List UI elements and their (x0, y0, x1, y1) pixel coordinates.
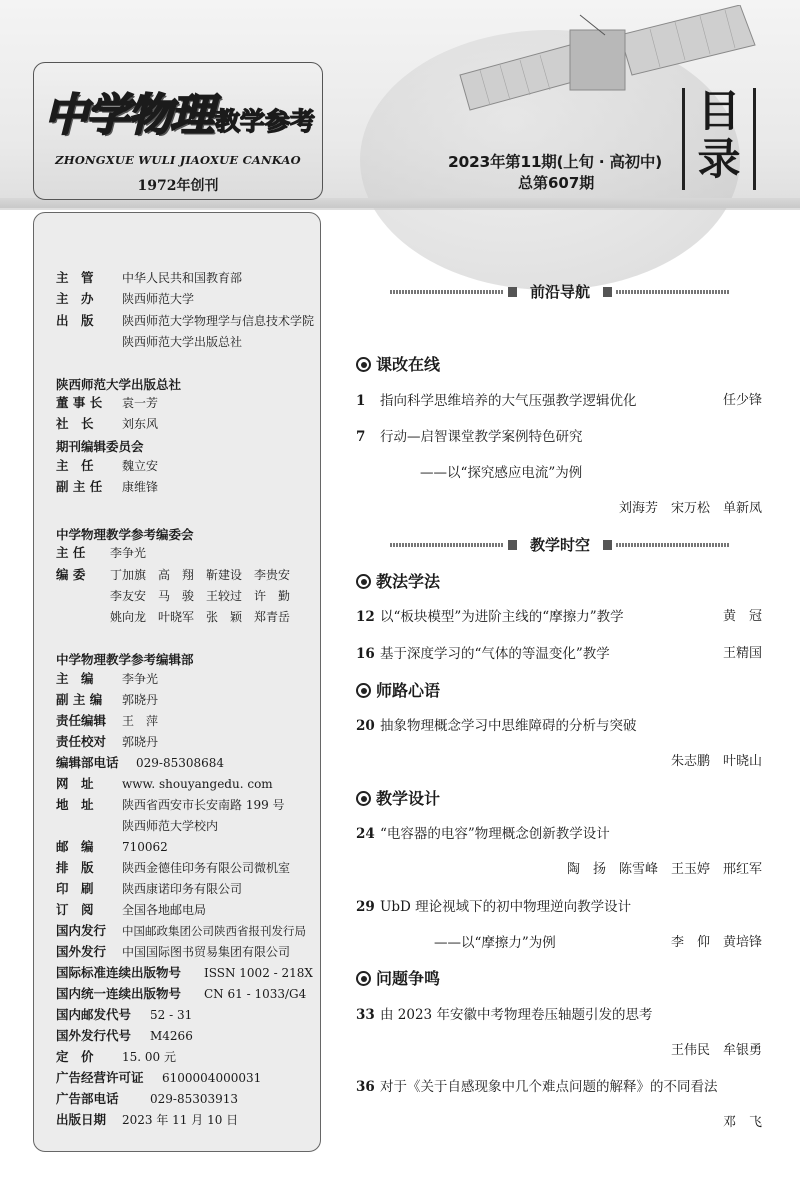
founded-year: 1972年创刊 (137, 178, 219, 194)
colophon-row: 社 长 刘东风 (56, 416, 159, 431)
colophon-row: 国内发行 中国邮政集团公司陕西省报刊发行局 (56, 923, 306, 938)
page-number: 16 (356, 646, 375, 662)
colophon-row: 责任校对 郭晓丹 (56, 734, 159, 749)
page-number: 33 (356, 1007, 375, 1023)
article-authors: 黄 冠 (722, 609, 762, 624)
page-number: 36 (356, 1079, 375, 1095)
contents-title (682, 88, 756, 190)
logo-pinyin: ZHONGXUE WULI JIAOXUE CANKAO (55, 153, 301, 167)
toc-entry[interactable] (356, 1077, 762, 1097)
colophon-row: 主 任 魏立安 (56, 458, 159, 473)
colophon-row: 副 主 编 郭晓丹 (56, 692, 159, 707)
colophon-row: 国外发行代号 M4266 (56, 1028, 193, 1043)
page-number: 29 (356, 899, 375, 915)
article-authors: 李 仰 黄培锋 (670, 935, 762, 950)
press-heading: 陕西师范大学出版总社 (56, 377, 182, 392)
article-title: “电容器的电容”物理概念创新教学设计 (380, 826, 610, 842)
colophon-row: 主 管 中华人民共和国教育部 (56, 270, 243, 285)
article-authors: 朱志鹏 叶晓山 (670, 754, 762, 769)
colophon-row: 主 编 李争光 (56, 671, 159, 686)
logo-subtitle: 教学参考 (215, 107, 316, 136)
colophon-row: 姚向龙 叶晓军 张 颖 郑青岳 (110, 610, 291, 624)
colophon-row: 出 版 陕西师范大学物理学与信息技术学院 (56, 313, 315, 328)
section-heading: 教学设计 (356, 788, 440, 810)
article-title: 对于《关于自感现象中几个难点问题的解释》的不同看法 (380, 1079, 718, 1095)
article-authors: 邓 飞 (722, 1115, 762, 1130)
colophon-row: 副 主 任 康维锋 (56, 479, 159, 494)
colophon-row: 广告部电话 029-85303913 (56, 1091, 239, 1106)
colophon-row: 定 价 15. 00 元 (56, 1049, 176, 1064)
colophon-row: 陕西师范大学校内 (122, 819, 219, 833)
column-band-teaching (390, 536, 730, 554)
colophon-row: 李友安 马 骏 王较过 许 勤 (110, 589, 291, 603)
toc-entry[interactable] (356, 607, 762, 627)
section-bullet-icon (356, 357, 371, 372)
article-title: UbD 理论视域下的初中物理逆向教学设计 (380, 899, 632, 915)
toc-entry[interactable] (356, 391, 762, 411)
toc-entry[interactable] (356, 1005, 762, 1025)
section-heading: 问题争鸣 (356, 968, 440, 990)
page-number: 7 (356, 429, 366, 445)
colophon-row: 主 办 陕西师范大学 (56, 291, 195, 306)
section-bullet-icon (356, 683, 371, 698)
colophon-row: 主 任 李争光 (56, 545, 147, 560)
section-heading: 课改在线 (356, 354, 440, 376)
article-subtitle: ——以“探究感应电流”为例 (420, 465, 583, 481)
article-authors: 王伟民 牟银勇 (670, 1043, 762, 1058)
toc-entry[interactable] (356, 897, 762, 917)
article-title: 基于深度学习的“气体的等温变化”教学 (380, 646, 610, 662)
page-number: 12 (356, 609, 375, 625)
colophon-row: 编 委 丁加旗 高 翔 靳建设 李贵安 (56, 567, 291, 582)
article-title: 指向科学思维培养的大气压强教学逻辑优化 (380, 393, 637, 409)
column-band-label: 前沿导航 (504, 283, 616, 301)
toc-entry[interactable] (356, 427, 762, 447)
colophon-row: 国内邮发代号 52 - 31 (56, 1007, 193, 1022)
section-bullet-icon (356, 971, 371, 986)
column-band-label: 教学时空 (504, 536, 616, 554)
colophon-row: 地 址 陕西省西安市长安南路 199 号 (56, 797, 285, 812)
article-title: 由 2023 年安徽中考物理卷压轴题引发的思考 (380, 1007, 653, 1023)
article-title: 行动—启智课堂教学案例特色研究 (380, 429, 583, 445)
contents-char-2: 录 (697, 135, 741, 185)
page-number: 1 (356, 393, 366, 409)
section-bullet-icon (356, 574, 371, 589)
dept-heading: 中学物理教学参考编辑部 (56, 652, 194, 667)
colophon-row: 排 版 陕西金德佳印务有限公司微机室 (56, 860, 291, 875)
section-bullet-icon (356, 791, 371, 806)
colophon-row: 董 事 长 袁一芳 (56, 395, 159, 410)
colophon-row: 陕西师范大学出版总社 (122, 335, 243, 349)
article-subtitle: ——以“摩擦力”为例 (434, 935, 556, 951)
board-heading: 中学物理教学参考编委会 (56, 527, 194, 542)
colophon-row: 订 阅 全国各地邮电局 (56, 902, 207, 917)
page-number: 20 (356, 718, 375, 734)
section-heading: 教法学法 (356, 571, 440, 593)
article-authors: 刘海芳 宋万松 单新凤 (618, 501, 762, 516)
colophon-row: 出版日期 2023 年 11 月 10 日 (56, 1112, 239, 1127)
colophon-row: 邮 编 710062 (56, 839, 168, 854)
colophon-row: 责任编辑 王 萍 (56, 713, 159, 728)
article-title: 以“板块模型”为进阶主线的“摩擦力”教学 (380, 609, 624, 625)
colophon-row: 广告经营许可证 6100004000031 (56, 1070, 262, 1085)
column-band-frontier (390, 283, 730, 301)
toc-entry[interactable] (356, 644, 762, 664)
page-number: 24 (356, 826, 375, 842)
colophon-row: 国内统一连续出版物号 CN 61 - 1033/G4 (56, 986, 307, 1001)
toc-entry[interactable] (356, 824, 762, 844)
colophon-panel (33, 212, 321, 1152)
colophon-row: 国外发行 中国国际图书贸易集团有限公司 (56, 944, 291, 959)
contents-char-1: 目 (697, 87, 741, 137)
journal-logo (33, 62, 323, 200)
issue-label: 2023年第11期(上旬 · 高初中) (448, 153, 662, 171)
toc-entry[interactable] (356, 716, 762, 736)
section-heading: 师路心语 (356, 680, 440, 702)
colophon-row: 编辑部电话 029-85308684 (56, 755, 225, 770)
colophon-row: 网 址 www. shouyangedu. com (56, 776, 273, 791)
colophon-row: 国际标准连续出版物号 ISSN 1002 - 218X (56, 965, 313, 980)
logo-title: 中学物理 (44, 90, 212, 141)
article-authors: 陶 扬 陈雪峰 王玉婷 邢红军 (566, 862, 762, 877)
committee-heading: 期刊编辑委员会 (56, 439, 144, 454)
article-authors: 任少锋 (722, 393, 762, 408)
article-authors: 王精国 (722, 646, 762, 661)
total-issue-label: 总第607期 (518, 174, 595, 192)
colophon-row: 印 刷 陕西康诺印务有限公司 (56, 881, 243, 896)
article-title: 抽象物理概念学习中思维障碍的分析与突破 (380, 718, 637, 734)
